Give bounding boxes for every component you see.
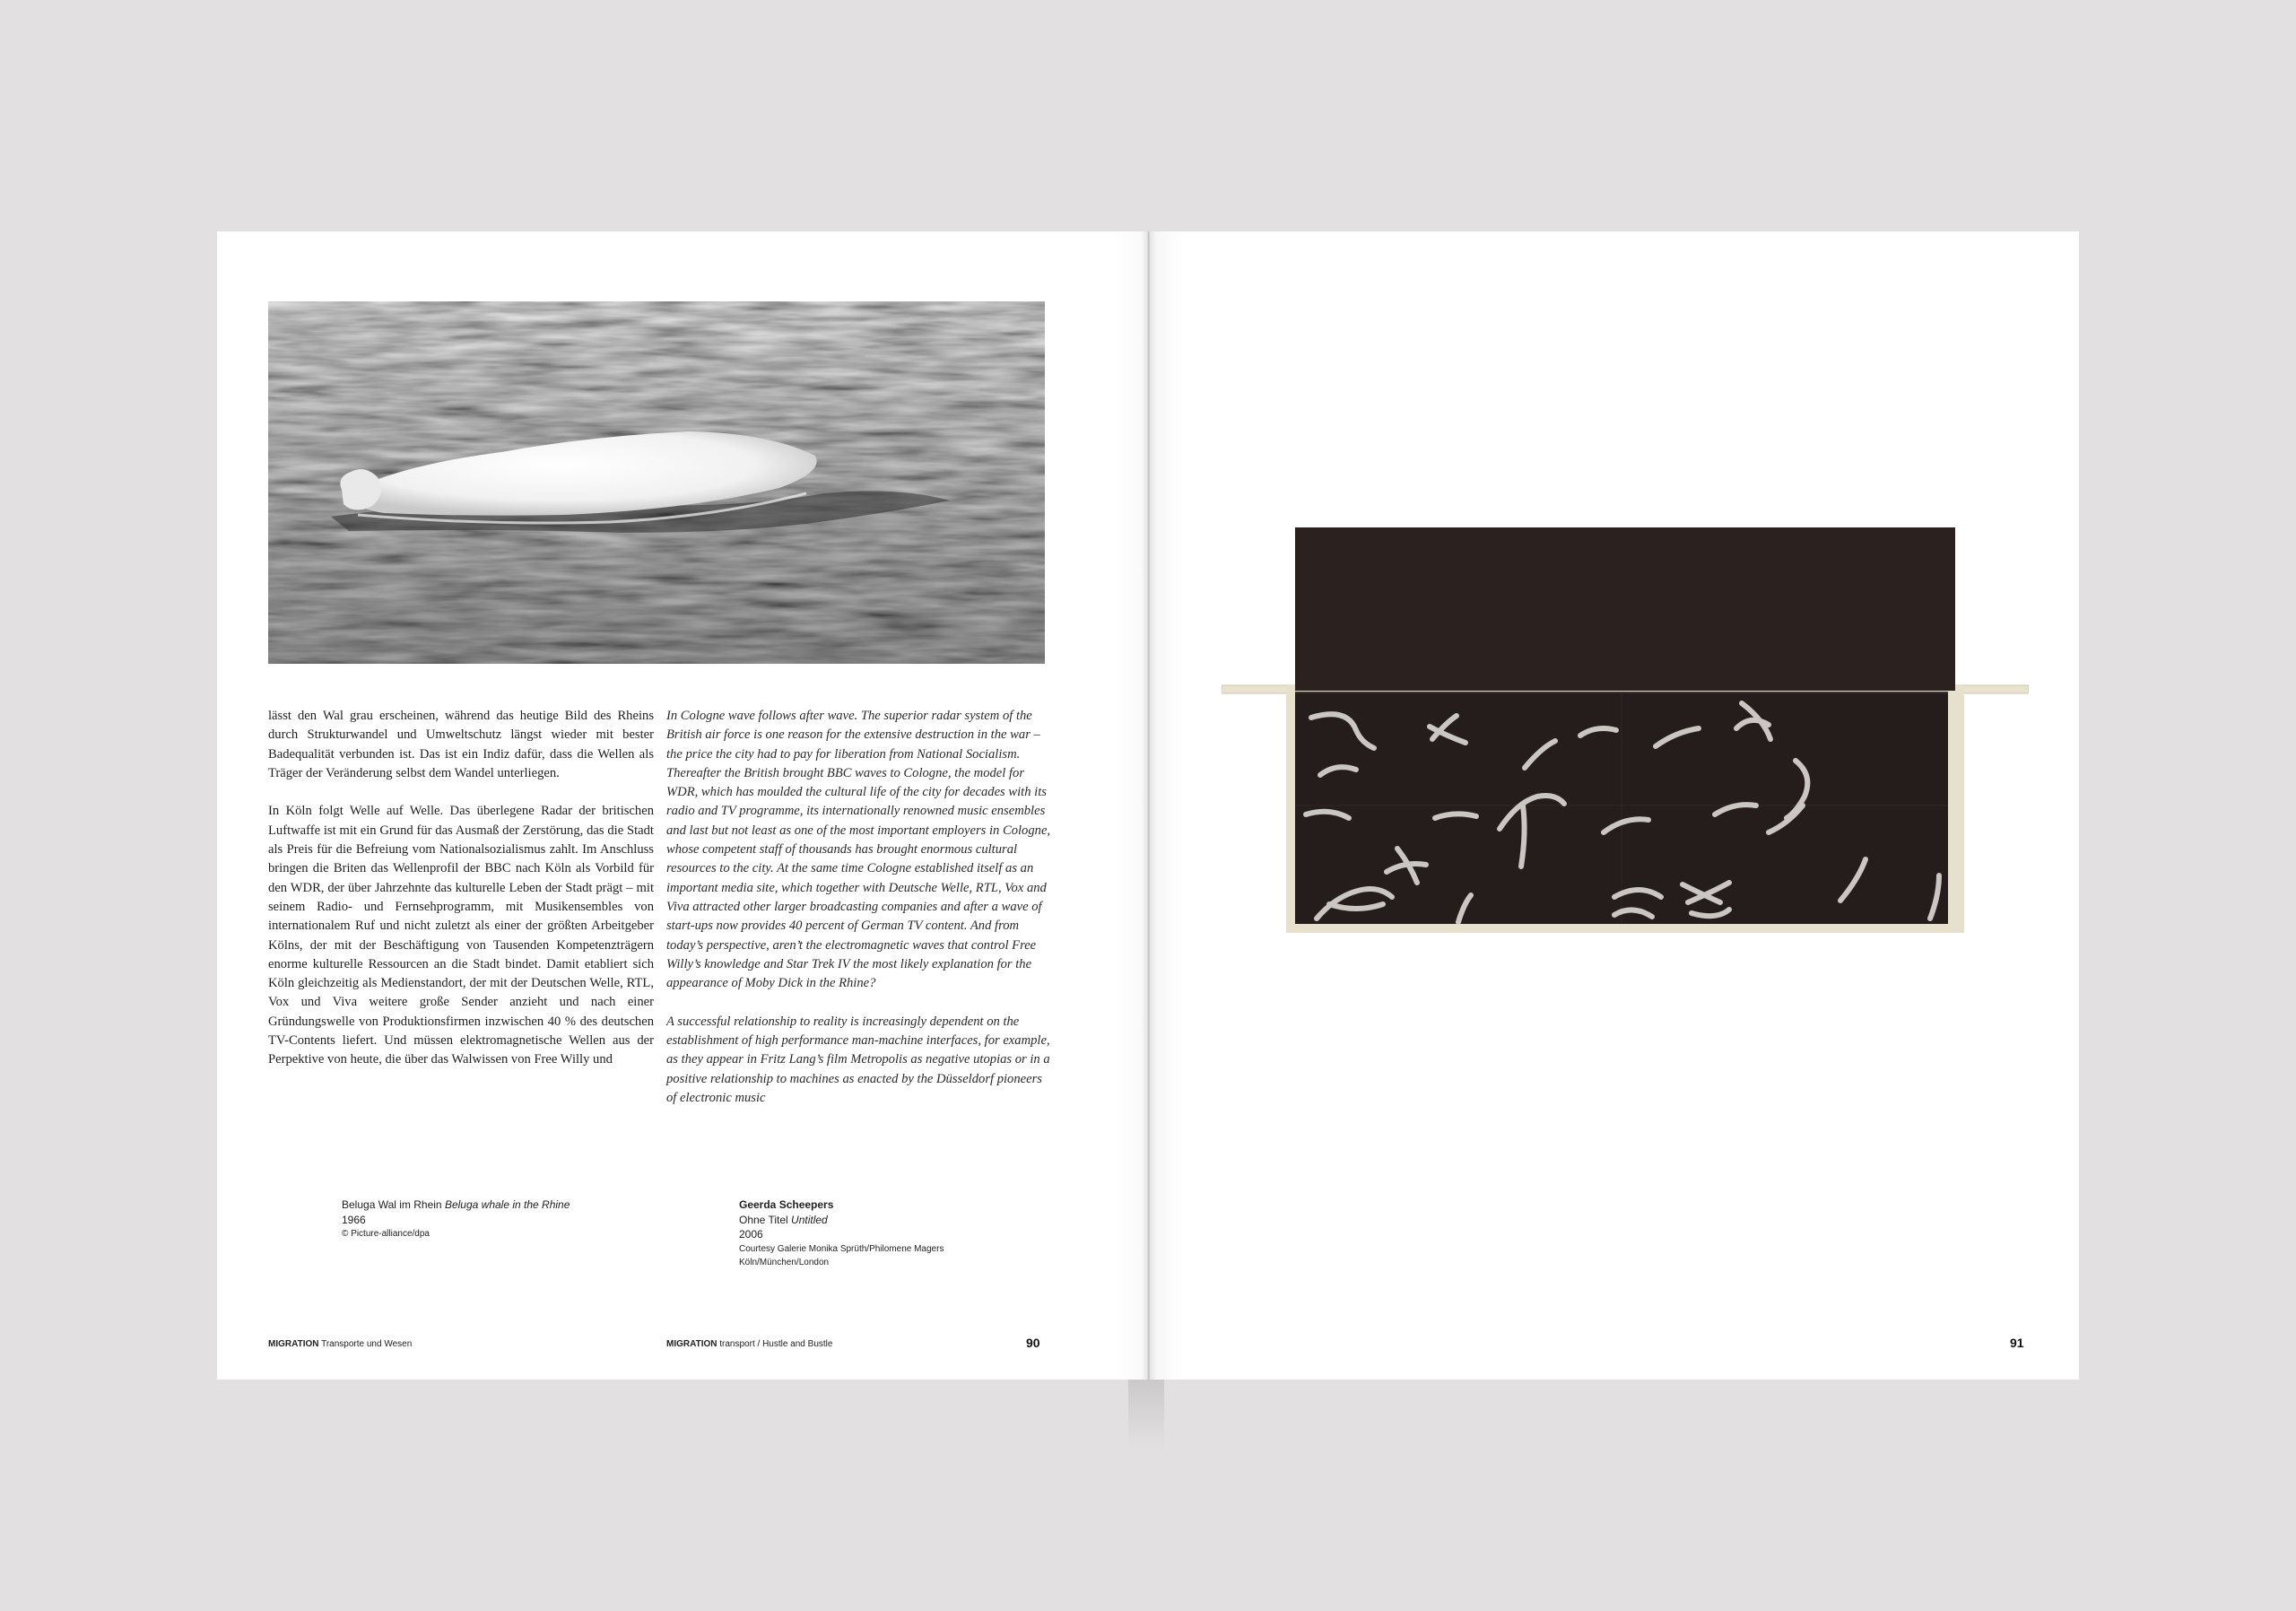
caption-cities: Köln/München/London xyxy=(739,1257,830,1267)
german-paragraph: In Köln folgt Welle auf Welle. Das überlegene Radar der britischen Luftwaffe ist mit ein Grund für das Ausmaß der Zerstörung, das die Stadt als Preis für die Befreiung vom Nationalsozialismus zahlt. Im Anschluss bringen die Briten das Wellenprofil der BBC nach Köln als Vorbild für den WDR, der über Jahrzehnte das kulturelle Leben der Stadt prägt – mit seinem Radio- und Fernsehprogramm, mit Musikensembles von internationalem Ruf und nicht zuletzt als einer der größten Arbeitgeber Kölns, der mit der Beschäftigung von Tausenden Kompetenzträgern enorme kulturelle Ressourcen an die Stadt bindet. Damit etabliert sich Köln gleichzeitig als Medienstandort, der mit der Deutschen Welle, RTL, Vox und Viva weitere große Sender anzieht und nach einer Gründungswelle von Produktionsfirmen inzwischen 40 % des deutschen TV-Contents liefert. Und müssen elektromagnetische Wellen aus der Perpektive von heute, die über das Walwissen von Free Willy und xyxy=(268,804,654,1067)
gutter-shadow-bottom xyxy=(1128,1380,1164,1448)
page-number-left: 90 xyxy=(1026,1336,1040,1350)
footer-subtitle: Transporte und Wesen xyxy=(321,1339,413,1349)
caption-year: 1966 xyxy=(342,1213,366,1226)
caption-year: 2006 xyxy=(739,1228,763,1241)
beluga-whale-photo xyxy=(268,301,1045,664)
artwork-untitled xyxy=(1222,527,2029,940)
german-paragraph: lässt den Wal grau erscheinen, während das heutige Bild des Rheins durch Strukturwandel und Umweltschutz längst wieder mit bester Badequalität verbunden ist. Das ist ein Indiz dafür, dass die Wellen als Träger der Veränderung selbst dem Wandel unterliegen. xyxy=(268,709,654,780)
running-footer-mid xyxy=(666,1339,832,1349)
footer-subtitle: transport / Hustle and Bustle xyxy=(719,1339,833,1349)
page-number-right: 91 xyxy=(2010,1336,2024,1350)
caption-artist: Geerda Scheepers xyxy=(739,1198,834,1211)
english-paragraph: In Cologne wave follows after wave. The superior radar system of the British air force is one reason for the extensive destruction in the war – the price the city had to pay for liberation from National Socialism. Thereafter the British brought BBC waves to Cologne, the model for WDR, which has moulded the cultural life of the city for decades with its radio and TV programme, its internationally renowned music ensembles and last but not least as one of the most important employers in Cologne, whose competent staff of thousands has brought enormous cultural resources to the city. At the same time Cologne established itself as an important media site, which together with Deutsche Welle, RTL, Vox and Viva attracted other larger broadcasting companies and after a wave of start-ups now provides 40 percent of German TV content. And from today’s perspective, aren’t the electromagnetic waves that control Free Willy’s knowledge and Star Trek IV the most likely explanation for the appearance of Moby Dick in the Rhine? xyxy=(666,709,1051,991)
english-paragraph: A successful relationship to reality is increasingly dependent on the establishment of high performance man-machine interfaces, for example, as they appear in Fritz Lang’s film Metropolis as negative utopias or in a positive relationship to machines as enacted by the Düsseldorf pioneers of electronic music xyxy=(666,1014,1050,1105)
caption-title-en: Beluga whale in the Rhine xyxy=(444,1198,570,1211)
german-text-column xyxy=(268,707,654,1089)
footer-section: MIGRATION xyxy=(666,1339,718,1349)
caption-title-en: Untitled xyxy=(791,1213,828,1226)
footer-section: MIGRATION xyxy=(268,1339,319,1349)
artwork-caption xyxy=(739,1197,944,1269)
photo-caption xyxy=(342,1197,570,1241)
caption-title-de: Beluga Wal im Rhein xyxy=(342,1198,442,1211)
english-text-column xyxy=(666,707,1052,1128)
caption-credit: © Picture-alliance/dpa xyxy=(342,1229,430,1239)
caption-courtesy: Courtesy Galerie Monika Sprüth/Philomene Magers xyxy=(739,1243,944,1254)
running-footer-left xyxy=(268,1339,412,1349)
gutter-shadow xyxy=(1114,231,1182,1380)
book-spread xyxy=(217,231,2079,1380)
caption-title-de: Ohne Titel xyxy=(739,1213,788,1226)
